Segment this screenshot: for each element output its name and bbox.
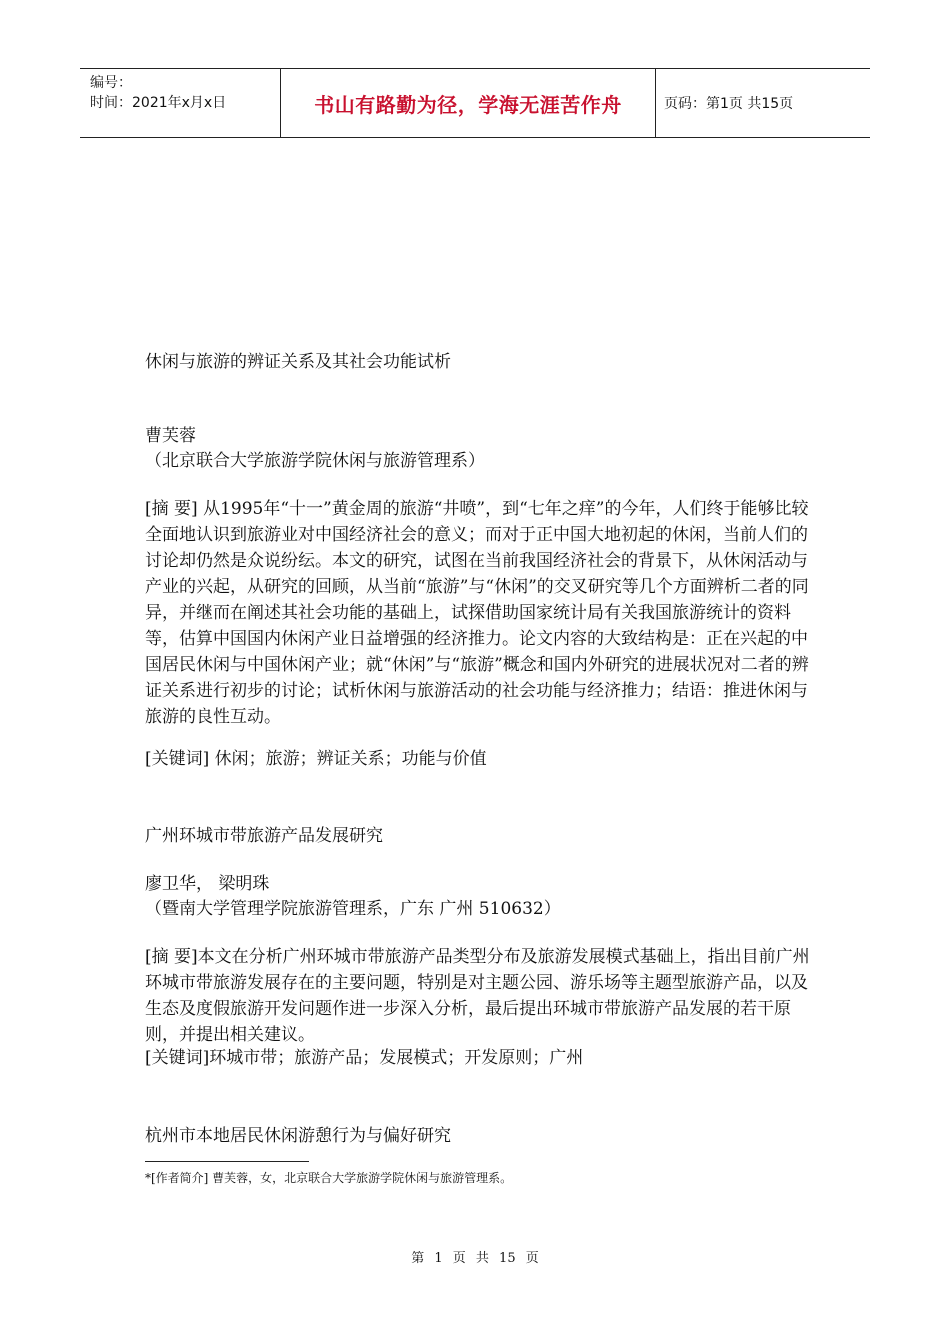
article2-affiliation: （暨南大学管理学院旅游管理系，广东 广州 510632）	[145, 899, 561, 919]
article3-title: 杭州市本地居民休闲游憩行为与偏好研究	[145, 1126, 451, 1146]
footnote-divider	[145, 1161, 309, 1162]
number-label: 编号：	[90, 75, 132, 91]
header-page-info: 页码：第1页 共15页	[664, 96, 794, 112]
article2-abstract: [摘 要]本文在分析广州环城市带旅游产品类型分布及旅游发展模式基础上，指出目前广州环城市带旅游发展存在的主要问题，特别是对主题公园、游乐场等主题型旅游产品，以及生态及度假旅游开发问题作进一步深入分析，最后提出环城市带旅游产品发展的若干原则，并提出相关建议。	[145, 947, 810, 1045]
article1-abstract: [摘 要] 从1995年“十一”黄金周的旅游“井喷”，到“七年之痒”的今年，人们终于能够比较全面地认识到旅游业对中国经济社会的意义；而对于正中国大地初起的休闲，当前人们的讨论却仍然是众说纷纭。本文的研究，试图在当前我国经济社会的背景下，从休闲活动与产业的兴起，从研究的回顾，从当前“旅游”与“休闲”的交叉研究等几个方面辨析二者的同异，并继而在阐述其社会功能的基础上，试探借助国家统计局有关我国旅游统计的资料等，估算中国国内休闲产业日益增强的经济推力。论文内容的大致结构是：正在兴起的中国居民休闲与中国休闲产业；就“休闲”与“旅游”概念和国内外研究的进展状况对二者的辨证关系进行初步的讨论；试析休闲与旅游活动的社会功能与经济推力；结语：推进休闲与旅游的良性互动。	[145, 499, 809, 727]
article2-title: 广州环城市带旅游产品发展研究	[145, 826, 383, 846]
article2-author: 廖卫华， 梁明珠	[145, 874, 270, 894]
author-footnote: *[作者简介] 曹芙蓉，女，北京联合大学旅游学院休闲与旅游管理系。	[145, 1171, 513, 1185]
article1-author: 曹芙蓉	[145, 426, 196, 446]
article1-title: 休闲与旅游的辨证关系及其社会功能试析	[145, 352, 451, 372]
date-label: 时间：2021年x月x日	[90, 95, 227, 111]
article1-keywords: [关键词] 休闲；旅游；辨证关系；功能与价值	[145, 749, 487, 769]
header-meta	[80, 69, 280, 137]
article2-keywords: [关键词]环城市带；旅游产品；发展模式；开发原则；广州	[145, 1048, 584, 1068]
header-motto: 书山有路勤为径，学海无涯苦作舟	[280, 69, 656, 137]
article1-affiliation: （北京联合大学旅游学院休闲与旅游管理系）	[145, 451, 485, 471]
page-footer: 第 1 页 共 15 页	[411, 1251, 539, 1266]
document-header	[80, 68, 870, 138]
